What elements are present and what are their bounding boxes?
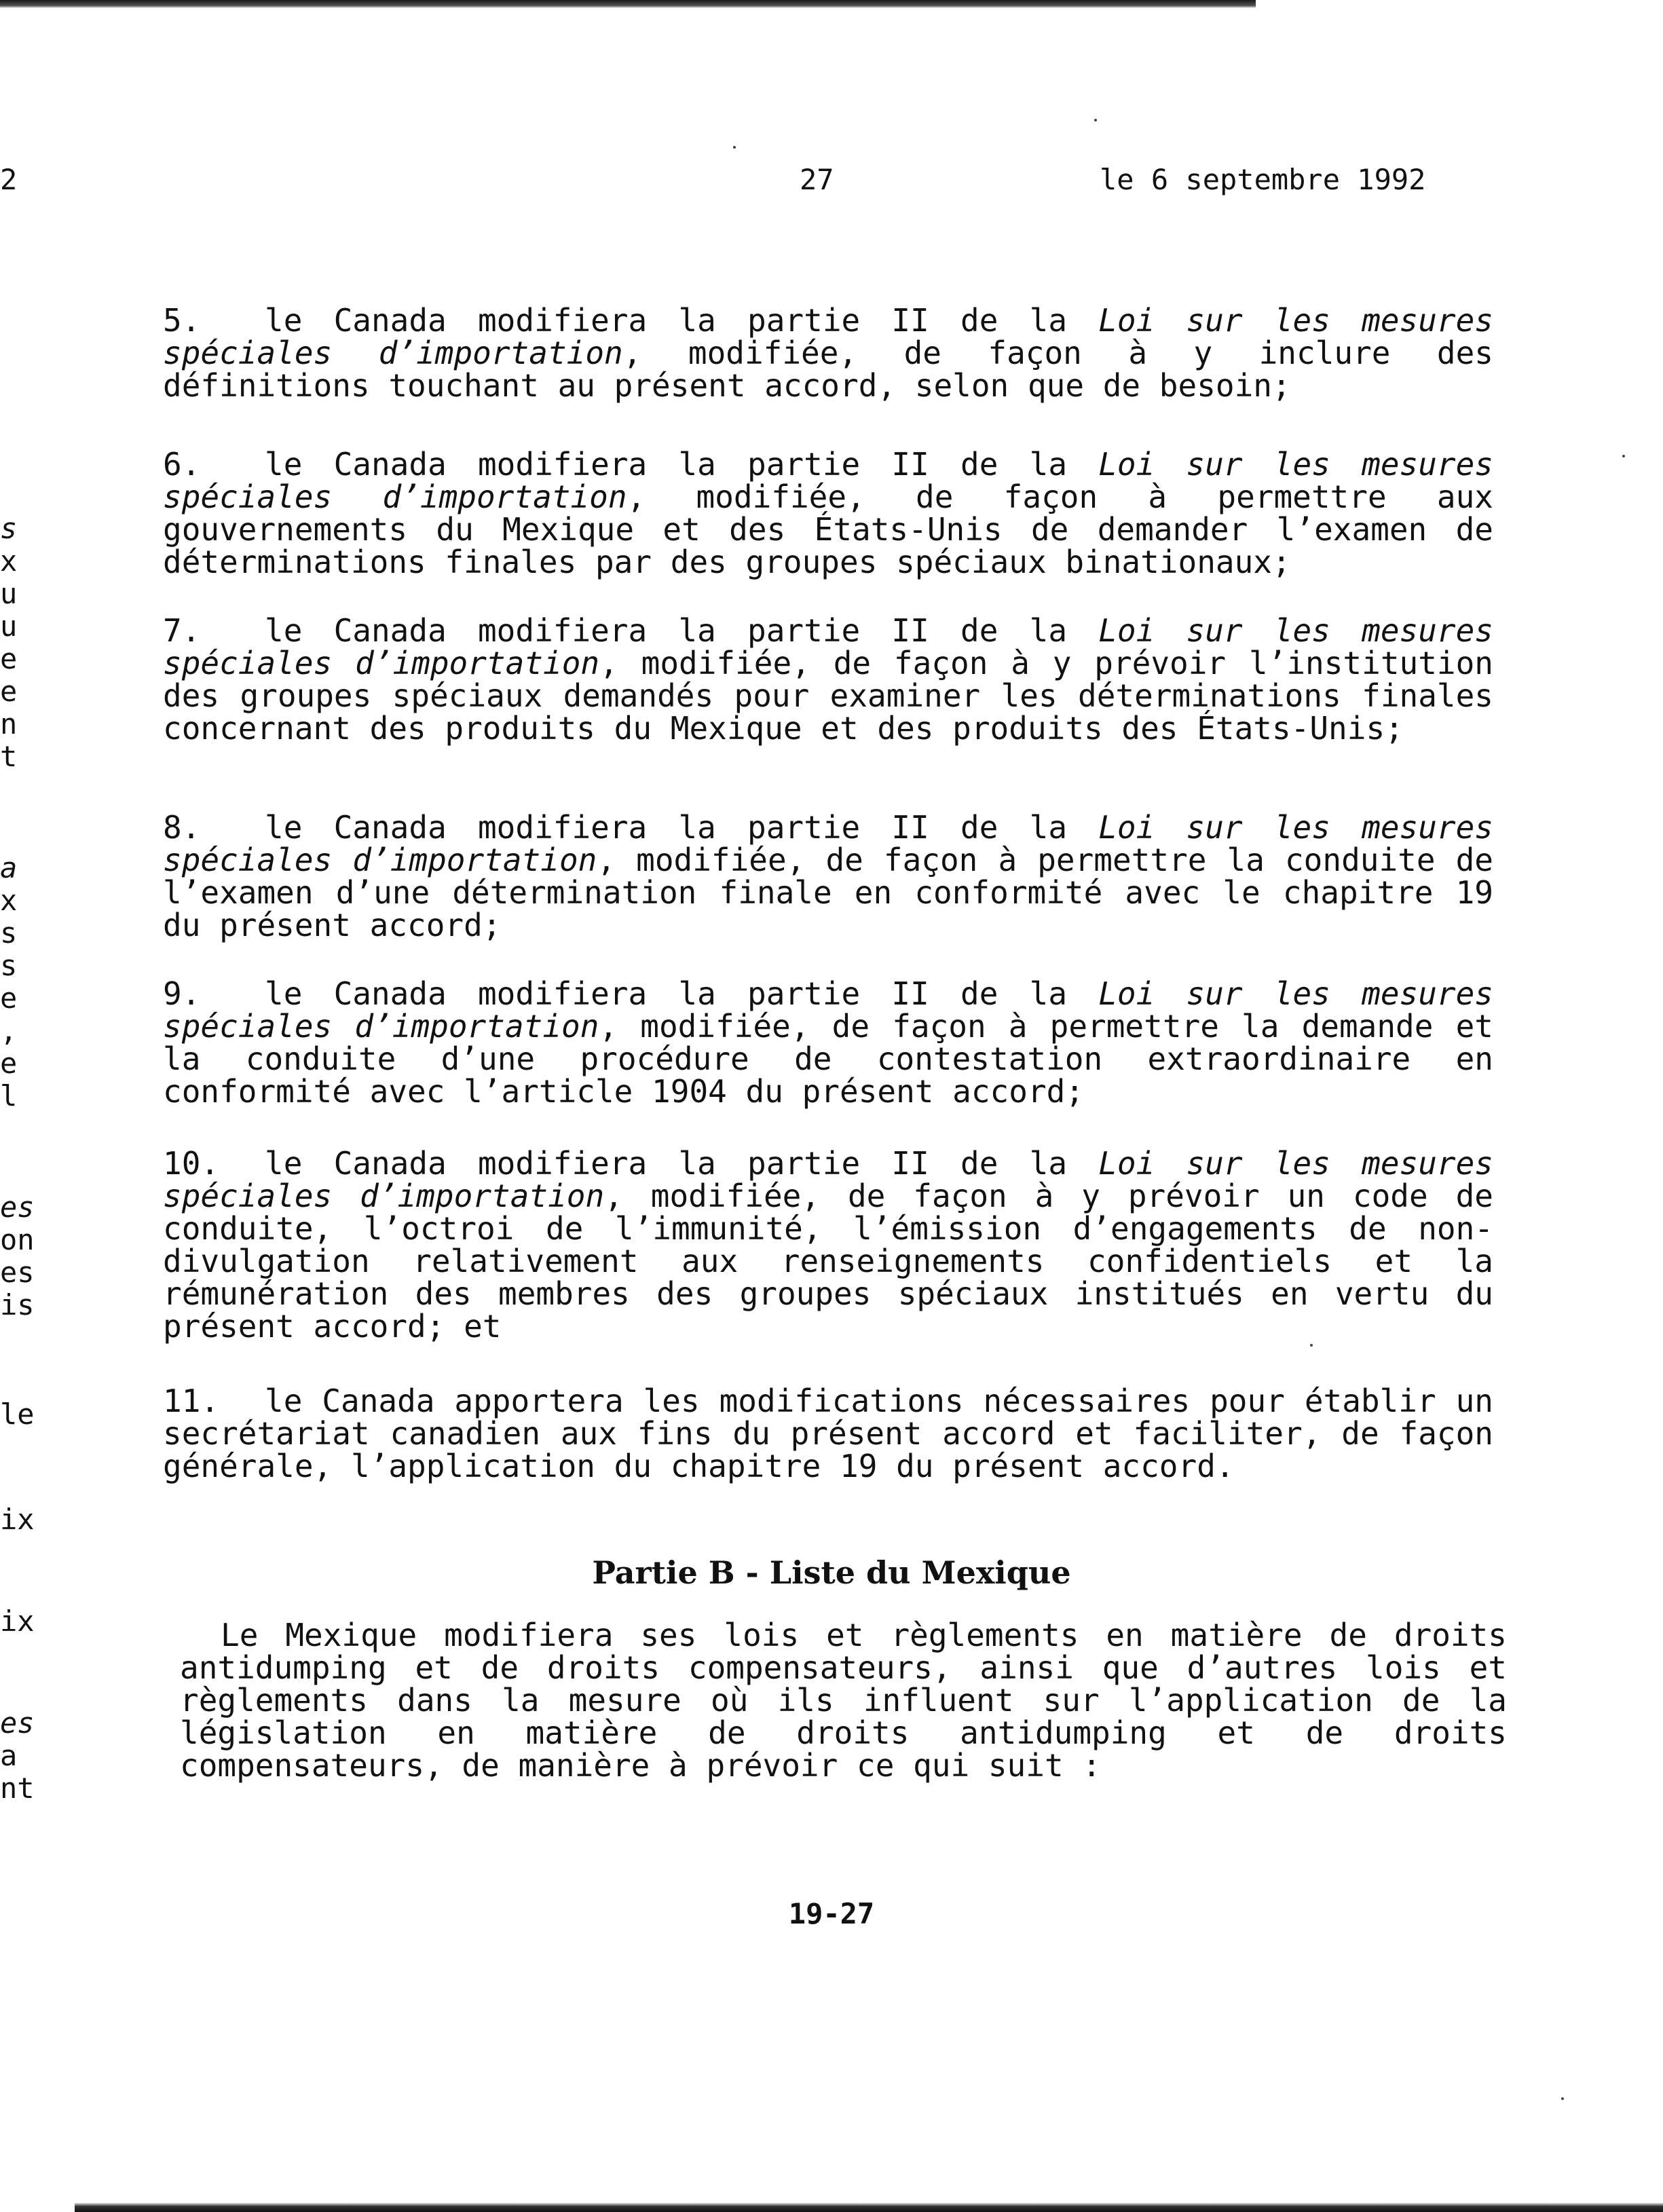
bleed-fragment: nt <box>0 1772 35 1805</box>
list-item <box>163 304 1493 402</box>
law-title: Loi sur les mesures spéciales d’importation <box>163 446 1493 515</box>
item-text: , modifiée, de façon à y prévoir l’institution des groupes spéciaux demandés pour examiner les déterminations finales concernant des produits du Mexique et des produits des États-Unis; <box>163 645 1493 747</box>
bleed-fragment: , <box>0 1014 18 1047</box>
bleed-fragment: es <box>0 1706 35 1740</box>
bleed-fragment: u <box>0 610 18 643</box>
page-folio: 19-27 <box>788 1897 875 1930</box>
bleed-fragment: x <box>0 884 18 917</box>
law-title: Loi sur les mesures spéciales d’importation <box>163 975 1493 1045</box>
scan-speck <box>733 146 736 149</box>
scan-speck <box>1622 455 1625 457</box>
bleed-fragment: n <box>0 707 18 741</box>
item-text: , modifiée, de façon à y prévoir un code de conduite, l’octroi de l’immunité, l’émission d’engagements de non-divulgation relativement aux renseignements confidentiels et la rémunération des membres des groupes spéciaux institués en vertu du présent accord; et <box>163 1178 1493 1345</box>
bleed-fragment: es <box>0 1256 35 1289</box>
item-text: le Canada modifiera la partie II de la <box>265 975 1099 1012</box>
list-item <box>163 977 1493 1108</box>
law-title: Loi sur les mesures spéciales d’importation <box>163 809 1493 878</box>
scan-speck <box>1094 119 1097 121</box>
bleed-fragment: s <box>0 916 18 950</box>
bleed-fragment: a <box>0 1739 18 1772</box>
bleed-fragment: u <box>0 577 18 610</box>
item-number: 9. <box>163 975 201 1012</box>
item-number: 8. <box>163 809 201 846</box>
law-title: Loi sur les mesures spéciales d’importation <box>163 1145 1493 1214</box>
bleed-fragment: a <box>0 851 18 884</box>
page-number: 27 <box>800 163 834 196</box>
item-text: , modifiée, de façon à permettre aux gouvernements du Mexique et des États-Unis de demander l’examen de déterminations finales par des groupes spéciaux binationaux; <box>163 479 1493 580</box>
bleed-fragment: l <box>0 1079 18 1112</box>
bleed-fragment: le <box>0 1398 35 1431</box>
item-text: le Canada modifiera la partie II de la <box>265 302 1099 339</box>
intro-paragraph: Le Mexique modifiera ses lois et règlements en matière de droits antidumping et de droits compensateurs, ainsi que d’autres lois et règlements dans la mesure où ils influent sur l’application de la législation en matière de droits antidumping et de droits compensateurs, de manière à prévoir ce qui suit : <box>180 1617 1507 1784</box>
adjacent-page-fragment: 2 <box>0 163 18 196</box>
list-item <box>163 448 1493 578</box>
item-text: le Canada modifiera la partie II de la <box>265 612 1099 649</box>
list-item <box>163 811 1493 941</box>
section-title: Partie B - Liste du Mexique <box>592 1554 1071 1591</box>
item-number: 7. <box>163 612 201 649</box>
bleed-fragment: e <box>0 642 18 675</box>
item-text: , modifiée, de façon à y inclure des définitions touchant au présent accord, selon que de besoin; <box>163 335 1493 404</box>
bleed-fragment: e <box>0 981 18 1015</box>
bleed-fragment: t <box>0 740 18 773</box>
bleed-fragment: is <box>0 1288 35 1321</box>
law-title: Loi sur les mesures spéciales d’importation <box>163 612 1493 681</box>
law-title: Loi sur les mesures spéciales d’importation <box>163 302 1493 371</box>
bleed-fragment: ix <box>0 1605 35 1638</box>
bleed-fragment: es <box>0 1191 35 1224</box>
list-item <box>163 614 1493 745</box>
bleed-fragment: ix <box>0 1503 35 1536</box>
scan-speck <box>1310 1344 1313 1347</box>
bleed-fragment: e <box>0 1047 18 1080</box>
document-date: le 6 septembre 1992 <box>1100 163 1426 196</box>
list-item <box>163 1385 1493 1482</box>
item-text: le Canada apportera les modifications nécessaires pour établir un secrétariat canadien aux fins du présent accord et faciliter, de façon générale, l’application du chapitre 19 du présent accord. <box>163 1383 1493 1484</box>
bleed-fragment: e <box>0 675 18 708</box>
bleed-fragment: on <box>0 1223 35 1256</box>
list-item <box>163 1147 1493 1343</box>
item-number: 11. <box>163 1383 220 1419</box>
item-text: le Canada modifiera la partie II de la <box>265 1145 1099 1182</box>
item-text: le Canada modifiera la partie II de la <box>265 809 1099 846</box>
item-number: 10. <box>163 1145 220 1182</box>
bleed-fragment: x <box>0 544 18 578</box>
item-text: , modifiée, de façon à permettre la demande et la conduite d’une procédure de contestation extraordinaire en conformité avec l’article 1904 du présent accord; <box>163 1008 1493 1110</box>
scan-edge-top <box>0 0 1256 8</box>
bleed-fragment: s <box>0 512 18 545</box>
item-number: 5. <box>163 302 201 339</box>
scan-speck <box>1561 2097 1564 2100</box>
item-text: , modifiée, de façon à permettre la conduite de l’examen d’une détermination finale en conformité avec le chapitre 19 du présent accord; <box>163 842 1493 943</box>
item-number: 6. <box>163 446 201 483</box>
item-text: le Canada modifiera la partie II de la <box>265 446 1099 483</box>
scan-edge-bottom <box>75 2202 1663 2212</box>
bleed-fragment: s <box>0 949 18 982</box>
